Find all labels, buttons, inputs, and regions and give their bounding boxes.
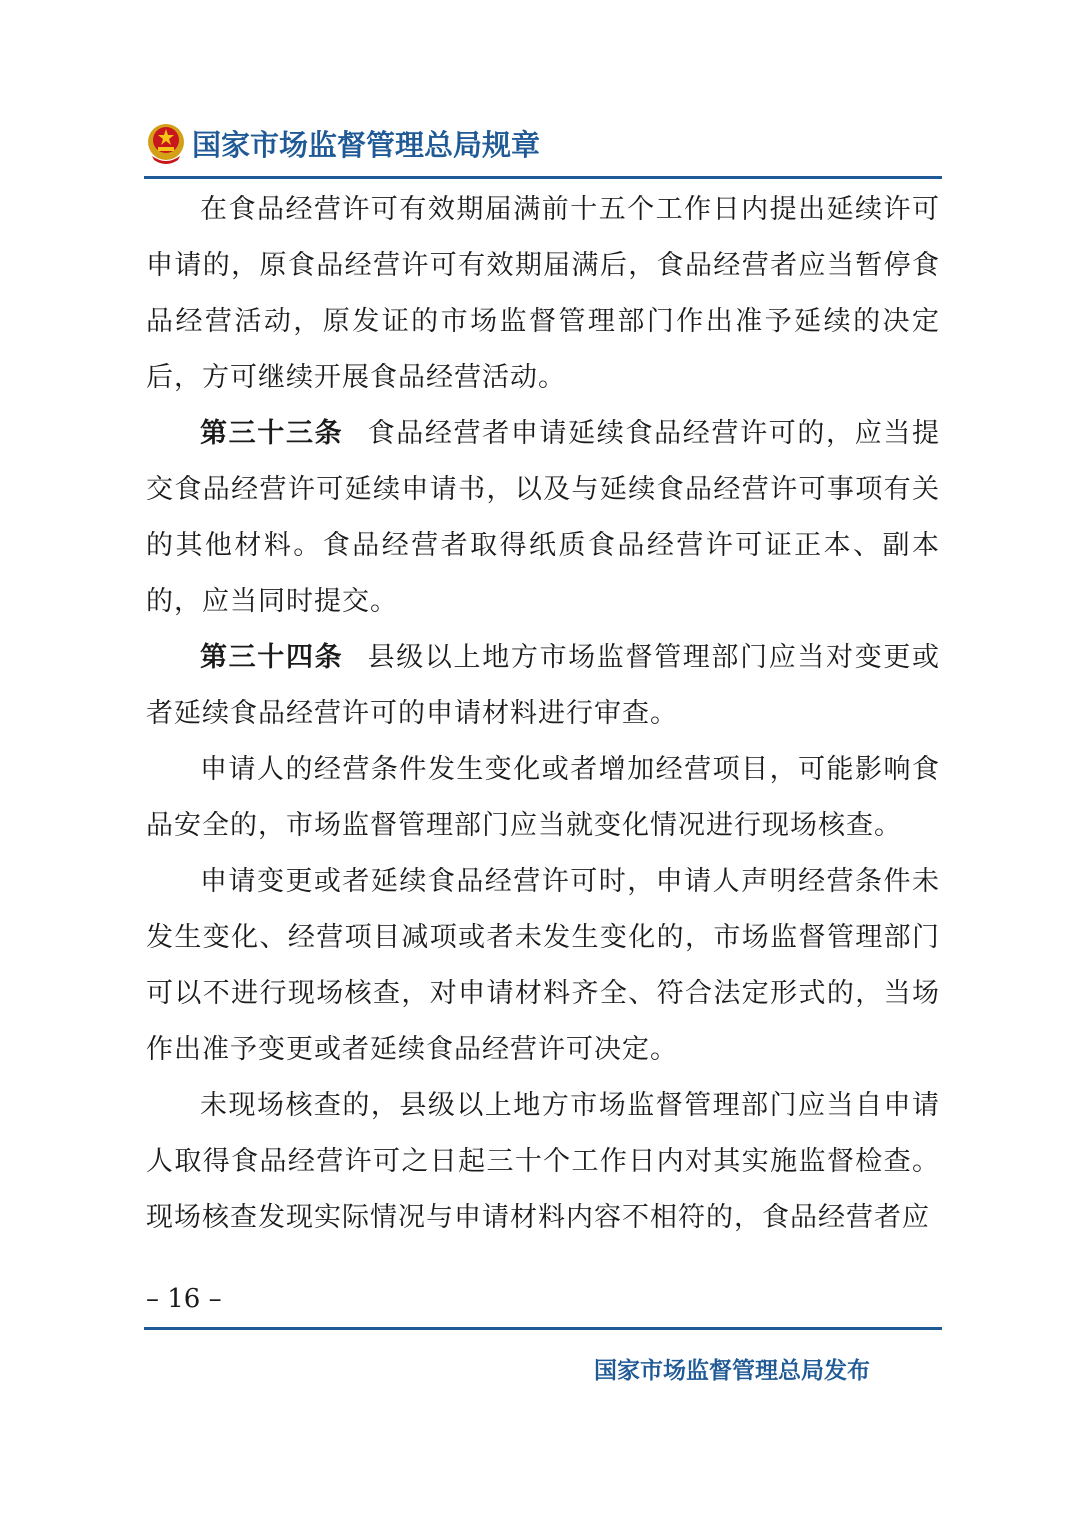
article-number: 第三十三条 xyxy=(200,418,344,449)
header-title: 国家市场监督管理总局规章 xyxy=(192,127,541,162)
header-divider xyxy=(144,176,942,179)
paragraph: 未现场核查的，县级以上地方市场监督管理部门应当自申请人取得食品经营许可之日起三十个工作日内对其实施监督检查。现场核查发现实际情况与申请材料内容不相符的，食品经营者应 xyxy=(146,1090,940,1233)
paragraph: 第三十三条 食品经营者申请延续食品经营许可的，应当提交食品经营许可延续申请书，以及与延续食品经营许可事项有关的其他材料。食品经营者取得纸质食品经营许可证正本、副本的，应当同时提交。 xyxy=(146,418,941,617)
paragraph: 在食品经营许可有效期届满前十五个工作日内提出延续许可申请的，原食品经营许可有效期届满后，食品经营者应当暂停食品经营活动，原发证的市场监督管理部门作出准予延续的决定后，方可继续开展食品经营活动。 xyxy=(146,194,940,393)
paragraph: 第三十四条 县级以上地方市场监督管理部门应当对变更或者延续食品经营许可的申请材料进行审查。 xyxy=(146,642,941,729)
article-number: 第三十四条 xyxy=(200,642,344,673)
page-number: – 16 – xyxy=(146,1284,222,1314)
document-body xyxy=(146,182,940,1246)
footer-divider xyxy=(144,1327,942,1330)
paragraph: 申请人的经营条件发生变化或者增加经营项目，可能影响食品安全的，市场监督管理部门应当就变化情况进行现场核查。 xyxy=(146,754,940,841)
paragraph: 申请变更或者延续食品经营许可时，申请人声明经营条件未发生变化、经营项目减项或者未发生变化的，市场监督管理部门可以不进行现场核查，对申请材料齐全、符合法定形式的，当场作出准予变更或者延续食品经营许可决定。 xyxy=(146,866,940,1065)
page-header xyxy=(146,118,540,168)
footer-publisher: 国家市场监督管理总局发布 xyxy=(594,1358,870,1384)
national-emblem-icon xyxy=(146,120,186,166)
